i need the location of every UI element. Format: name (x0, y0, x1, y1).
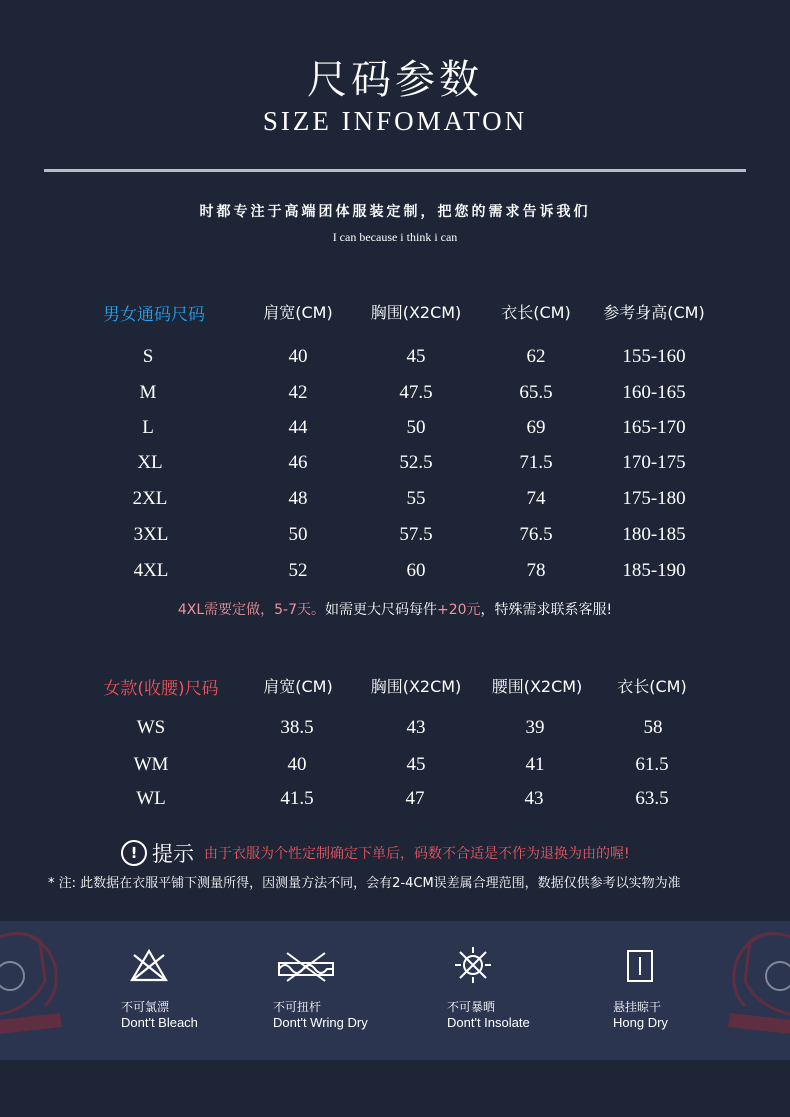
header-length: 衣长(CM) (617, 677, 687, 696)
care-label-cn: 不可扭杆 (273, 1000, 322, 1014)
cell-height: 155-160 (622, 346, 686, 367)
cell-length: 74 (526, 488, 546, 509)
cell-chest: 47.5 (399, 382, 433, 403)
cell-shoulder: 44 (288, 417, 308, 438)
page-title-en: SIZE INFOMATON (262, 106, 528, 136)
hang-dry-icon (626, 949, 654, 983)
cell-size: M (139, 382, 157, 403)
note-custom-order: 4XL需要定做，5-7天。 (177, 602, 325, 618)
cell-chest: 45 (406, 346, 426, 367)
cell-height: 185-190 (622, 560, 686, 581)
cell-height: 170-175 (622, 452, 686, 473)
women-table-header (0, 674, 790, 698)
header-waist: 腰围(X2CM) (491, 677, 583, 696)
care-label-cn: 不可暴晒 (447, 1000, 496, 1014)
no-bleach-icon (130, 949, 168, 983)
tip-row (121, 838, 630, 868)
note-larger-size: 如需更大尺码每件 (325, 602, 437, 618)
table-row (0, 788, 790, 812)
table-row (0, 560, 790, 584)
cell-chest: 60 (406, 560, 426, 581)
cell-size: S (142, 346, 154, 367)
cell-length: 58 (643, 717, 663, 738)
care-label-en: Dont't Wring Dry (273, 1015, 368, 1030)
table-row (0, 346, 790, 370)
footnote: * 注: 此数据在衣服平铺下测量所得，因测量方法不同，会有2-4CM误差属合理范围，数据仅供参考以实物为准 (48, 876, 681, 891)
care-label-cn: 悬挂晾干 (613, 1000, 662, 1014)
cell-chest: 47 (405, 788, 425, 809)
care-label-en: Dont't Bleach (121, 1015, 198, 1030)
header-size: 女款(收腰)尺码 (103, 679, 219, 699)
header-chest: 胸围(X2CM) (370, 303, 462, 322)
tip-label: 提示 (152, 842, 194, 866)
cell-waist: 43 (524, 788, 544, 809)
cell-shoulder: 40 (287, 754, 307, 775)
header-shoulder: 肩宽(CM) (263, 677, 333, 696)
table-row (0, 524, 790, 548)
cell-size: 3XL (133, 524, 169, 545)
cell-length: 62 (526, 346, 546, 367)
care-label-cn: 不可氯漂 (121, 1000, 170, 1014)
brand-crest-left-icon (0, 921, 70, 1060)
note-surcharge: +20元 (437, 602, 481, 618)
cell-shoulder: 38.5 (280, 717, 314, 738)
no-wring-icon (277, 951, 335, 983)
cell-size: WM (133, 754, 169, 775)
cell-shoulder: 52 (288, 560, 308, 581)
tagline-cn: 时都专注于高端团体服装定制，把您的需求告诉我们 (199, 204, 591, 220)
note-contact: ，特殊需求联系客服! (480, 602, 613, 618)
cell-shoulder: 50 (288, 524, 308, 545)
cell-height: 175-180 (622, 488, 686, 509)
table-row (0, 754, 790, 778)
unisex-table-header (0, 300, 790, 324)
cell-shoulder: 41.5 (280, 788, 314, 809)
cell-length: 76.5 (519, 524, 553, 545)
cell-chest: 45 (406, 754, 426, 775)
cell-length: 78 (526, 560, 546, 581)
cell-height: 160-165 (622, 382, 686, 403)
cell-chest: 57.5 (399, 524, 433, 545)
header-length: 衣长(CM) (501, 303, 571, 322)
exclamation-circle-icon: ! (121, 840, 147, 866)
tagline-en: I can because i think i can (332, 230, 458, 244)
table-row (0, 452, 790, 476)
cell-size: 2XL (132, 488, 168, 509)
cell-height: 165-170 (622, 417, 686, 438)
table-row (0, 488, 790, 512)
cell-size: WL (136, 788, 166, 809)
cell-shoulder: 46 (288, 452, 308, 473)
tip-text: 由于衣服为个性定制确定下单后，码数不合适是不作为退换为由的喔! (204, 846, 630, 862)
cell-shoulder: 42 (288, 382, 308, 403)
no-sun-icon (453, 945, 493, 985)
cell-length: 65.5 (519, 382, 553, 403)
cell-waist: 41 (525, 754, 545, 775)
cell-chest: 55 (406, 488, 426, 509)
care-label-en: Hong Dry (613, 1015, 668, 1030)
cell-length: 63.5 (635, 788, 669, 809)
cell-size: 4XL (133, 560, 169, 581)
cell-shoulder: 40 (288, 346, 308, 367)
cell-size: L (142, 417, 154, 438)
cell-shoulder: 48 (288, 488, 308, 509)
cell-size: XL (137, 452, 163, 473)
cell-chest: 52.5 (399, 452, 433, 473)
cell-chest: 50 (406, 417, 426, 438)
cell-waist: 39 (525, 717, 545, 738)
header-size: 男女通码尺码 (103, 305, 205, 325)
divider (44, 169, 746, 172)
cell-length: 61.5 (635, 754, 669, 775)
cell-height: 180-185 (622, 524, 686, 545)
size-note (0, 599, 790, 619)
cell-length: 71.5 (519, 452, 553, 473)
header-height: 参考身高(CM) (603, 303, 705, 322)
cell-length: 69 (526, 417, 546, 438)
table-row (0, 717, 790, 741)
table-row (0, 417, 790, 441)
table-row (0, 382, 790, 406)
header-chest: 胸围(X2CM) (370, 677, 462, 696)
care-label-en: Dont't Insolate (447, 1015, 530, 1030)
cell-size: WS (136, 717, 166, 738)
header-shoulder: 肩宽(CM) (263, 303, 333, 322)
cell-chest: 43 (406, 717, 426, 738)
page-title-cn: 尺码参数 (307, 57, 483, 103)
brand-crest-right-icon (720, 921, 790, 1060)
care-band (0, 921, 790, 1060)
